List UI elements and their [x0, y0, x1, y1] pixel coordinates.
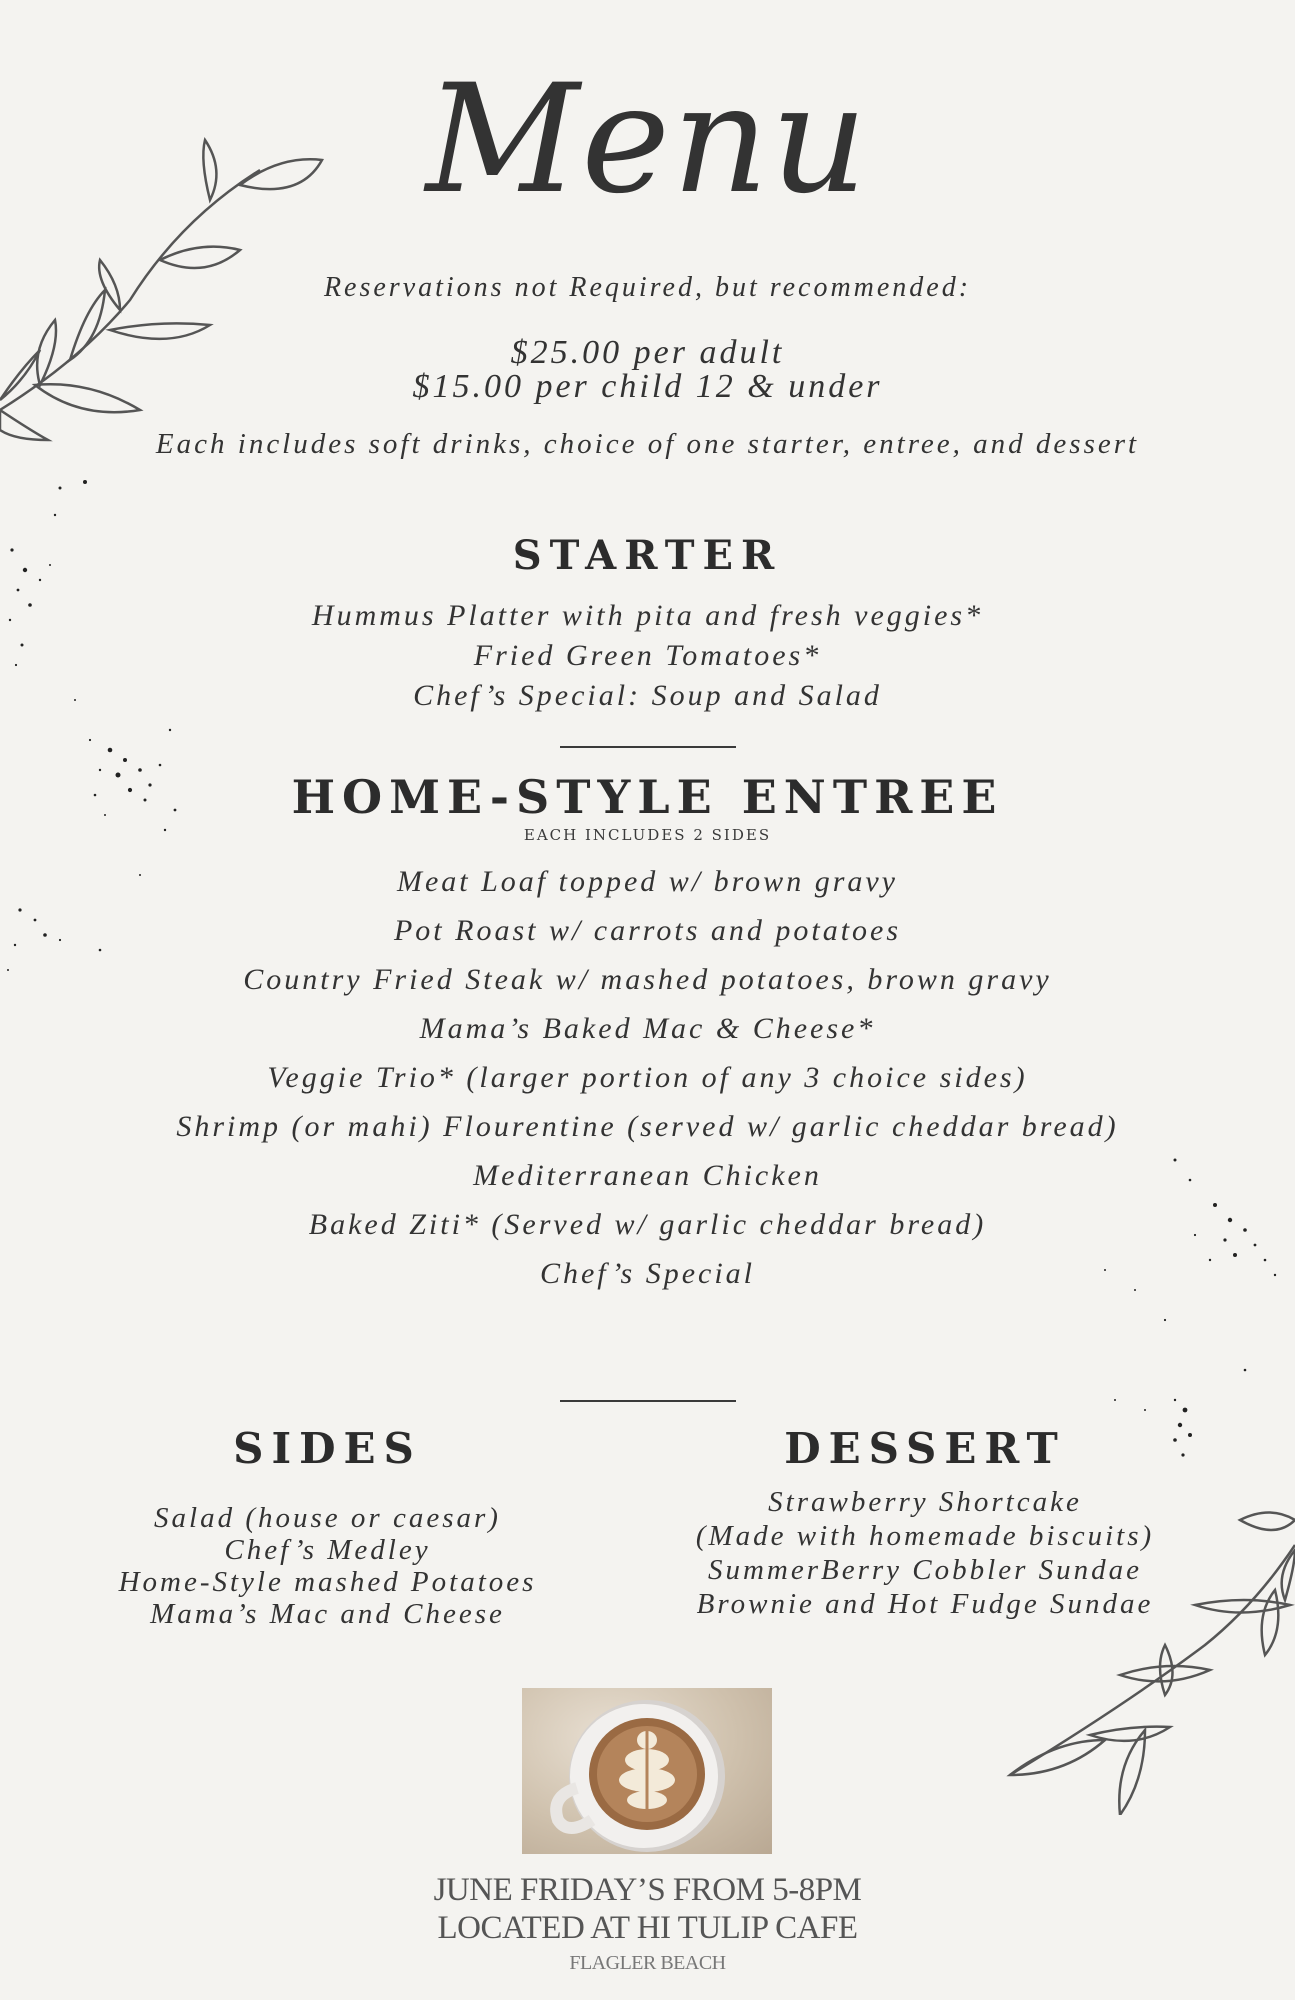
list-item: Veggie Trio* (larger portion of any 3 choice sides) [267, 1061, 1028, 1094]
sides-list [80, 1502, 575, 1630]
dessert-heading: DESSERT [784, 1424, 1066, 1473]
starter-heading: STARTER [512, 532, 783, 579]
list-item: Salad (house or caesar) [154, 1502, 501, 1534]
sides-heading: SIDES [233, 1424, 422, 1473]
list-item: (Made with homemade biscuits) [695, 1520, 1155, 1552]
list-item: Chef’s Special: Soup and Salad [413, 679, 882, 712]
entree-heading: HOME-STYLE ENTREE [291, 770, 1004, 824]
list-item: Shrimp (or mahi) Flourentine (served w/ garlic cheddar bread) [176, 1110, 1119, 1143]
includes-note: Each includes soft drinks, choice of one starter, entree, and dessert [155, 428, 1140, 460]
list-item: Brownie and Hot Fudge Sundae [696, 1588, 1154, 1620]
list-item: Mediterranean Chicken [473, 1159, 822, 1192]
entree-subheading: EACH INCLUDES 2 SIDES [523, 826, 772, 844]
divider [560, 1400, 736, 1402]
list-item: Fried Green Tomatoes* [473, 639, 822, 672]
list-item: Pot Roast w/ carrots and potatoes [393, 914, 902, 947]
list-item: Chef’s Medley [224, 1534, 431, 1566]
list-item: Mama’s Baked Mac & Cheese* [419, 1012, 876, 1045]
list-item: Baked Ziti* (Served w/ garlic cheddar bread) [308, 1208, 987, 1241]
list-item: Chef’s Special [539, 1257, 755, 1290]
entree-list [0, 857, 1295, 1298]
child-price: $15.00 per child 12 & under [412, 368, 883, 405]
list-item: Hummus Platter with pita and fresh veggies* [311, 599, 984, 632]
divider [560, 746, 736, 748]
starter-list [0, 596, 1295, 716]
list-item: Strawberry Shortcake [768, 1486, 1082, 1518]
list-item: Country Fried Steak w/ mashed potatoes, brown gravy [243, 963, 1052, 996]
footer-location: LOCATED AT HI TULIP CAFE [437, 1910, 858, 1946]
list-item: SummerBerry Cobbler Sundae [707, 1554, 1142, 1586]
reservations-note: Reservations not Required, but recommended: [323, 272, 972, 303]
list-item: Home-Style mashed Potatoes [118, 1566, 537, 1598]
adult-price: $25.00 per adult [510, 334, 785, 371]
footer-city: FLAGLER BEACH [569, 1952, 726, 1974]
list-item: Meat Loaf topped w/ brown gravy [396, 865, 899, 898]
latte-art-image [522, 1688, 772, 1854]
menu-title: Menu [425, 53, 870, 227]
dessert-list [640, 1485, 1210, 1621]
footer-date: JUNE FRIDAY’S FROM 5-8PM [433, 1872, 862, 1908]
list-item: Mama’s Mac and Cheese [150, 1598, 505, 1630]
